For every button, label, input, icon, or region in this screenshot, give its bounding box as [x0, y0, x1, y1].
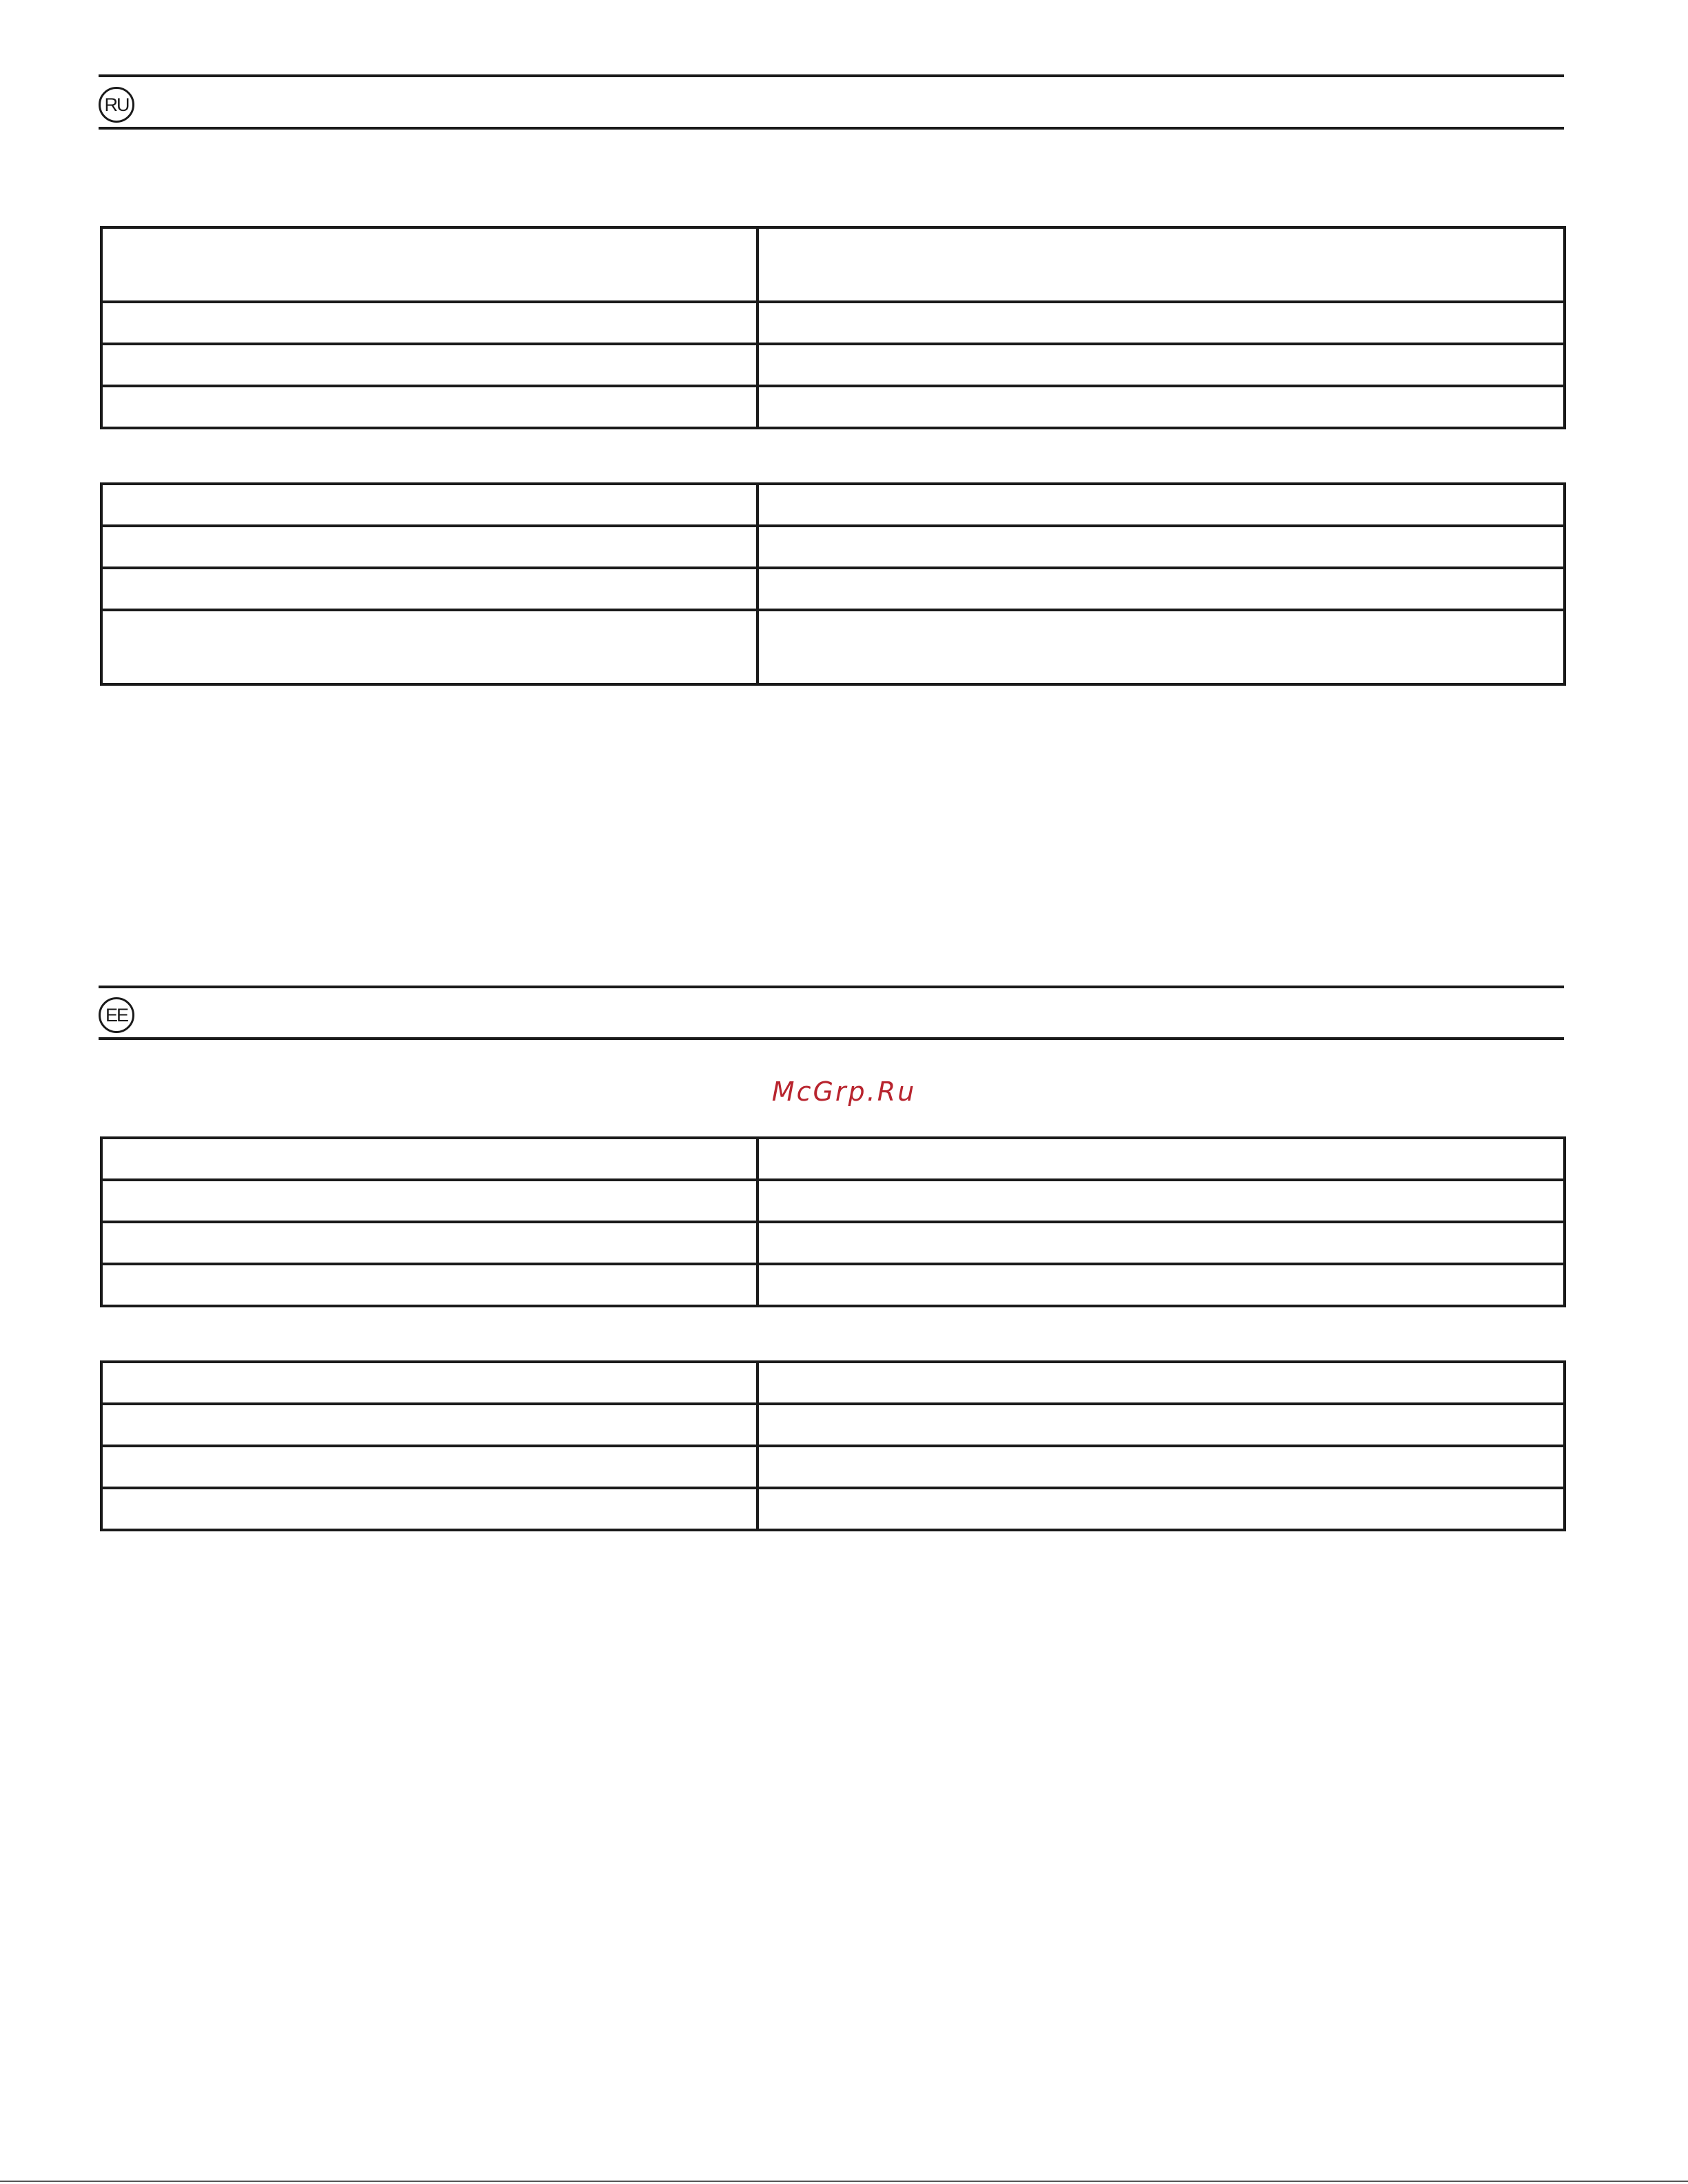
table-cell	[101, 1404, 757, 1446]
table-cell	[757, 484, 1565, 526]
table-cell	[757, 568, 1565, 610]
table-cell	[757, 610, 1565, 684]
table-cell	[757, 302, 1565, 344]
table-cell	[101, 526, 757, 568]
table-cell	[101, 568, 757, 610]
table-row	[101, 1180, 1565, 1222]
table-cell	[101, 1138, 757, 1180]
table-cell	[101, 1362, 757, 1404]
ee-language-badge: EE	[99, 997, 134, 1033]
ru-header-top-rule	[99, 74, 1564, 77]
table-cell	[101, 484, 757, 526]
table-row	[101, 1138, 1565, 1180]
table-cell	[101, 344, 757, 386]
table-cell	[101, 1180, 757, 1222]
table-row	[101, 484, 1565, 526]
ee-table-2	[100, 1360, 1566, 1531]
table-cell	[757, 526, 1565, 568]
table-row	[101, 386, 1565, 428]
table-cell	[757, 1362, 1565, 1404]
table-cell	[757, 227, 1565, 302]
table-cell	[101, 1264, 757, 1306]
table-cell	[757, 1138, 1565, 1180]
table-cell	[757, 1222, 1565, 1264]
table-cell	[101, 1446, 757, 1488]
table-cell	[101, 610, 757, 684]
table-row	[101, 1222, 1565, 1264]
table-cell	[757, 344, 1565, 386]
table-row	[101, 1446, 1565, 1488]
table-row	[101, 1404, 1565, 1446]
table-cell	[757, 1180, 1565, 1222]
ee-header-bottom-rule	[99, 1037, 1564, 1040]
table-row	[101, 1362, 1565, 1404]
table-cell	[101, 1222, 757, 1264]
table-cell	[101, 386, 757, 428]
table-row	[101, 1264, 1565, 1306]
table-cell	[757, 386, 1565, 428]
table-cell	[101, 227, 757, 302]
ee-table-1	[100, 1136, 1566, 1307]
ru-table-2	[100, 482, 1566, 686]
table-cell	[757, 1446, 1565, 1488]
ee-header-top-rule	[99, 986, 1564, 988]
table-row	[101, 526, 1565, 568]
watermark-text: McGrp.Ru	[771, 1076, 917, 1107]
ru-table-1	[100, 226, 1566, 429]
table-row	[101, 568, 1565, 610]
table-cell	[101, 302, 757, 344]
table-row	[101, 344, 1565, 386]
table-row	[101, 302, 1565, 344]
table-cell	[757, 1404, 1565, 1446]
ru-language-badge: RU	[99, 87, 134, 123]
table-row	[101, 227, 1565, 302]
table-cell	[101, 1488, 757, 1530]
table-row	[101, 610, 1565, 684]
table-row	[101, 1488, 1565, 1530]
ru-header-bottom-rule	[99, 127, 1564, 130]
page-bottom-rule	[0, 2181, 1688, 2182]
table-cell	[757, 1264, 1565, 1306]
table-cell	[757, 1488, 1565, 1530]
